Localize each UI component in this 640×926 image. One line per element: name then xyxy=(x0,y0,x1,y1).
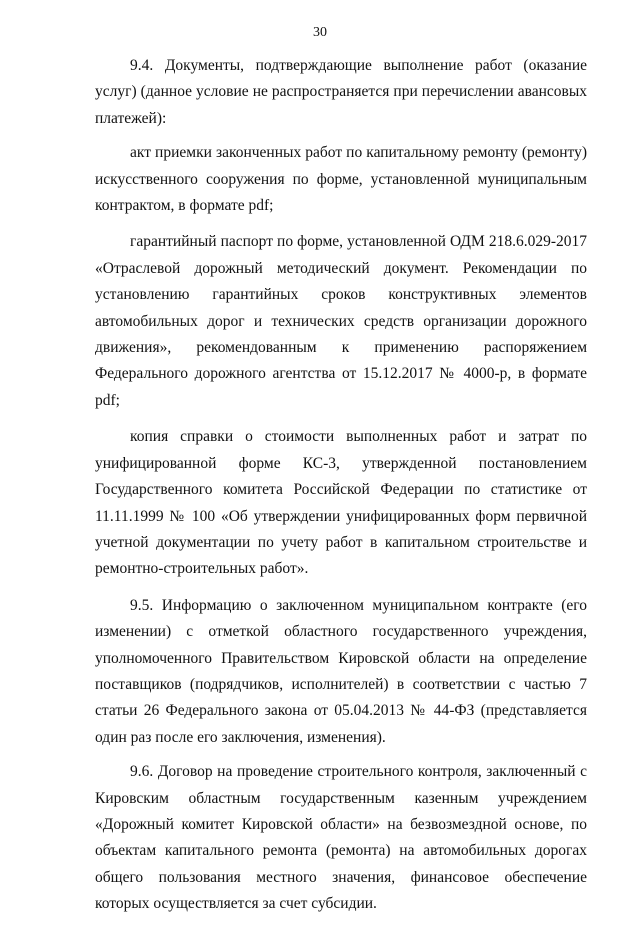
paragraph-9-6: 9.6. Договор на проведение строительного контроля, заключенный с Кировским областным государственным казенным учреждением «Дорожный комитет Кировской области» на безвозмездной основе, по объектам капитального ремонта (ремонта) на автомобильных дорогах общего пользования местного значения, финансовое обеспечение которых осуществляется за счет субсидии. xyxy=(95,763,587,913)
document-body xyxy=(95,53,587,926)
page-number: 30 xyxy=(313,25,327,40)
paragraph-warranty-passport: гарантийный паспорт по форме, установленной ОДМ 218.6.029-2017 «Отраслевой дорожный методический документ. Рекомендации по установлению гарантийных сроков конструктивных элементов автомобильных дорог и технических средств организации дорожного движения», рекомендованным к применению распоряжением Федерального дорожного агентства от 15.12.2017 № 4000-р, в формате pdf; xyxy=(95,233,587,409)
paragraph-act-of-acceptance: акт приемки законченных работ по капитальному ремонту (ремонту) искусственного сооружения по форме, установленной муниципальным контрактом, в формате pdf; xyxy=(95,144,587,215)
paragraph-9-5: 9.5. Информацию о заключенном муниципальном контракте (его изменении) с отметкой областного государственного учреждения, уполномоченного Правительством Кировской области на определение поставщиков (подрядчиков, исполнителей) в соответствии с частью 7 статьи 26 Федерального закона от 05.04.2013 № 44-ФЗ (представляется один раз после его заключения, изменения). xyxy=(95,596,587,746)
paragraph-9-4: 9.4. Документы, подтверждающие выполнение работ (оказание услуг) (данное условие не распространяется при перечислении авансовых платежей): xyxy=(95,57,587,127)
paragraph-ks3-certificate: копия справки о стоимости выполненных работ и затрат по унифицированной форме КС-3, утвержденной постановлением Государственного комитета Российской Федерации по статистике от 11.11.1999 № 100 «Об утверждении унифицированных форм первичной учетной документации по учету работ в капитальном строительстве и ремонтно-строительных работ». xyxy=(95,428,587,578)
